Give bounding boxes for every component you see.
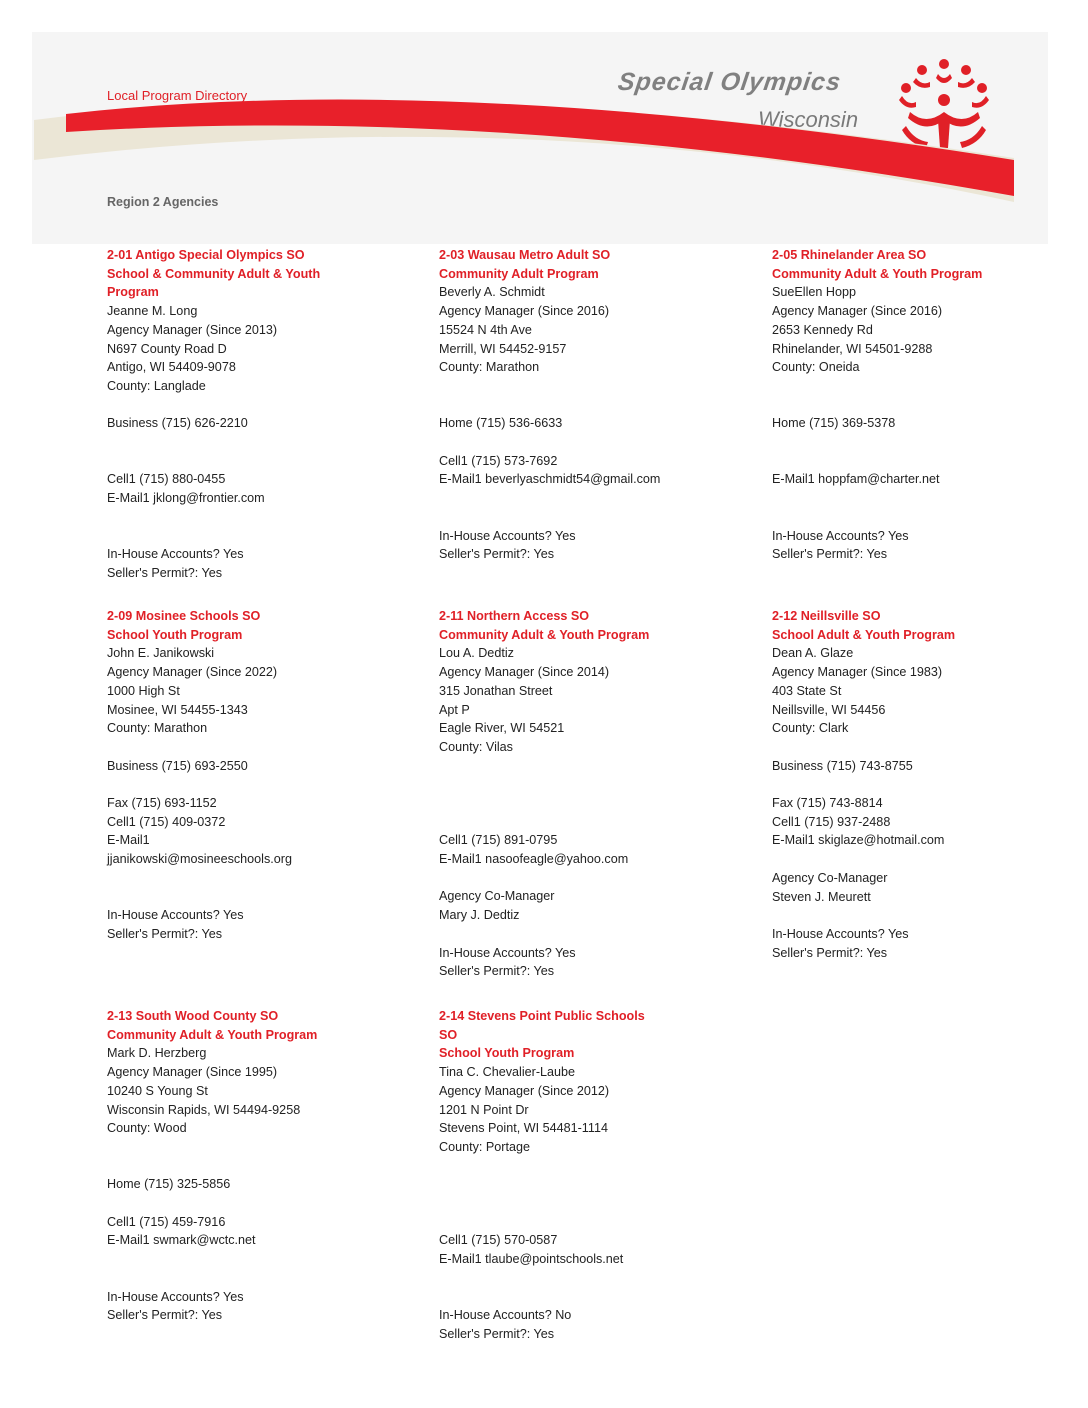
address-line: N697 County Road D (107, 341, 227, 356)
agency-program: School Youth Program (439, 1046, 575, 1061)
manager-role: Agency Manager (Since 2022) (107, 665, 278, 680)
sellers-permit: Seller's Permit?: Yes (439, 547, 555, 562)
manager-name: Beverly A. Schmidt (439, 285, 545, 300)
city-line: Mosinee, WI 54455-1343 (107, 702, 248, 717)
agency-name: 2-05 Rhinelander Area SO (772, 248, 927, 262)
sellers-permit: Seller's Permit?: Yes (439, 1326, 555, 1341)
email-line[interactable]: E-Mail1 jklong@frontier.com (107, 491, 265, 506)
email-value[interactable]: jjanikowski@mosineeschools.org (107, 852, 292, 867)
email-line[interactable]: E-Mail1 beverlyaschmidt54@gmail.com (439, 472, 661, 487)
sellers-permit: Seller's Permit?: Yes (107, 565, 223, 580)
county-line: County: Langlade (107, 378, 206, 393)
email-line[interactable]: E-Mail1 hoppfam@charter.net (772, 472, 940, 487)
manager-role: Agency Manager (Since 2013) (107, 322, 278, 337)
business-phone: Business (715) 626-2210 (107, 416, 248, 431)
agency-program: Community Adult & Youth Program (439, 627, 650, 642)
cell-phone: Cell1 (715) 459-7916 (107, 1214, 226, 1229)
manager-role: Agency Manager (Since 2016) (772, 304, 943, 319)
agency-program: School Youth Program (107, 627, 243, 642)
agency-name: 2-13 South Wood County SO (107, 1009, 279, 1023)
cell-phone: Cell1 (715) 891-0795 (439, 833, 558, 848)
home-phone: Home (715) 369-5378 (772, 416, 896, 431)
county-line: County: Wood (107, 1121, 187, 1136)
agency-card-2-14 (439, 1007, 654, 1344)
county-line: County: Marathon (439, 360, 540, 375)
manager-name: Tina C. Chevalier-Laube (439, 1065, 576, 1080)
manager-name: SueEllen Hopp (772, 285, 857, 300)
manager-role: Agency Manager (Since 1995) (107, 1065, 278, 1080)
inhouse-accounts: In-House Accounts? Yes (439, 528, 576, 543)
address-line-2: Apt P (439, 702, 470, 717)
brand-name: Special Olympics (616, 68, 844, 96)
fax-line: Fax (715) 693-1152 (107, 796, 217, 810)
manager-role: Agency Manager (Since 2012) (439, 1083, 610, 1098)
agency-card-2-01 (107, 246, 337, 583)
inhouse-accounts: In-House Accounts? Yes (107, 1289, 244, 1304)
sellers-permit: Seller's Permit?: Yes (107, 1308, 223, 1323)
county-line: County: Marathon (107, 721, 208, 736)
agency-name: 2-09 Mosinee Schools SO (107, 609, 261, 623)
cell-phone: Cell1 (715) 880-0455 (107, 472, 226, 487)
inhouse-accounts: In-House Accounts? Yes (772, 926, 909, 941)
address-line: 15524 N 4th Ave (439, 322, 532, 337)
co-manager-role: Agency Co-Manager (439, 889, 555, 904)
county-line: County: Vilas (439, 739, 513, 754)
email-line[interactable]: E-Mail1 swmark@wctc.net (107, 1233, 256, 1248)
brand-region: Wisconsin (758, 107, 859, 132)
city-line: Eagle River, WI 54521 (439, 721, 565, 736)
header-swoosh (34, 98, 1024, 238)
manager-name: Dean A. Glaze (772, 646, 854, 661)
county-line: County: Oneida (772, 360, 860, 375)
agency-name: 2-11 Northern Access SO (439, 609, 590, 623)
agency-card-2-11 (439, 607, 739, 981)
sellers-permit: Seller's Permit?: Yes (772, 945, 888, 960)
manager-name: Lou A. Dedtiz (439, 646, 514, 661)
agency-card-2-03 (439, 246, 739, 564)
email-line[interactable]: E-Mail1 tlaube@pointschools.net (439, 1252, 624, 1267)
fax-line: Fax (715) 743-8814 (772, 796, 883, 810)
city-line: Rhinelander, WI 54501-9288 (772, 341, 933, 356)
email-label: E-Mail1 (107, 833, 150, 848)
email-line[interactable]: E-Mail1 skiglaze@hotmail.com (772, 833, 945, 848)
agency-program: School Adult & Youth Program (772, 627, 956, 642)
address-line: 10240 S Young St (107, 1083, 208, 1098)
manager-role: Agency Manager (Since 1983) (772, 665, 943, 680)
address-line: 1201 N Point Dr (439, 1102, 529, 1117)
city-line: Merrill, WI 54452-9157 (439, 341, 567, 356)
agency-program: School & Community Adult & Youth Program (107, 266, 321, 300)
inhouse-accounts: In-House Accounts? Yes (439, 945, 576, 960)
city-line: Neillsville, WI 54456 (772, 702, 886, 717)
inhouse-accounts: In-House Accounts? No (439, 1308, 572, 1323)
address-line: 403 State St (772, 683, 842, 698)
county-line: County: Portage (439, 1139, 531, 1154)
manager-role: Agency Manager (Since 2014) (439, 665, 610, 680)
co-manager-name: Mary J. Dedtiz (439, 908, 520, 923)
manager-name: Jeanne M. Long (107, 304, 198, 319)
agency-name: 2-01 Antigo Special Olympics SO (107, 248, 305, 262)
agency-card-2-05 (772, 246, 1032, 564)
sellers-permit: Seller's Permit?: Yes (107, 926, 223, 941)
inhouse-accounts: In-House Accounts? Yes (107, 908, 244, 923)
cell-phone: Cell1 (715) 570-0587 (439, 1233, 558, 1248)
city-line: Wisconsin Rapids, WI 54494-9258 (107, 1102, 301, 1117)
agency-card-2-13 (107, 1007, 367, 1325)
inhouse-accounts: In-House Accounts? Yes (772, 528, 909, 543)
agency-name: 2-14 Stevens Point Public Schools SO (439, 1009, 645, 1042)
agency-program: Community Adult & Youth Program (772, 266, 983, 281)
agency-name: 2-03 Wausau Metro Adult SO (439, 248, 611, 262)
sellers-permit: Seller's Permit?: Yes (439, 964, 555, 979)
address-line: 2653 Kennedy Rd (772, 322, 873, 337)
home-phone: Home (715) 536-6633 (439, 416, 563, 431)
cell-phone: Cell1 (715) 573-7692 (439, 453, 558, 468)
address-line: 315 Jonathan Street (439, 683, 553, 698)
city-line: Antigo, WI 54409-9078 (107, 360, 236, 375)
agency-program: Community Adult Program (439, 266, 599, 281)
county-line: County: Clark (772, 721, 849, 736)
co-manager-name: Steven J. Meurett (772, 889, 871, 904)
address-line: 1000 High St (107, 683, 180, 698)
email-line[interactable]: E-Mail1 nasoofeagle@yahoo.com (439, 852, 629, 867)
manager-name: Mark D. Herzberg (107, 1046, 207, 1061)
co-manager-role: Agency Co-Manager (772, 870, 888, 885)
business-phone: Business (715) 693-2550 (107, 758, 248, 773)
directory-title: Local Program Directory (107, 88, 248, 103)
agency-name: 2-12 Neillsville SO (772, 609, 881, 623)
business-phone: Business (715) 743-8755 (772, 758, 913, 773)
city-line: Stevens Point, WI 54481-1114 (439, 1121, 608, 1136)
cell-phone: Cell1 (715) 937-2488 (772, 814, 891, 829)
agency-program: Community Adult & Youth Program (107, 1027, 318, 1042)
home-phone: Home (715) 325-5856 (107, 1177, 231, 1192)
region-title: Region 2 Agencies (107, 195, 219, 209)
agency-card-2-12 (772, 607, 1032, 962)
agency-card-2-09 (107, 607, 367, 944)
manager-name: John E. Janikowski (107, 646, 215, 661)
sellers-permit: Seller's Permit?: Yes (772, 547, 888, 562)
cell-phone: Cell1 (715) 409-0372 (107, 814, 226, 829)
manager-role: Agency Manager (Since 2016) (439, 304, 610, 319)
inhouse-accounts: In-House Accounts? Yes (107, 547, 244, 562)
